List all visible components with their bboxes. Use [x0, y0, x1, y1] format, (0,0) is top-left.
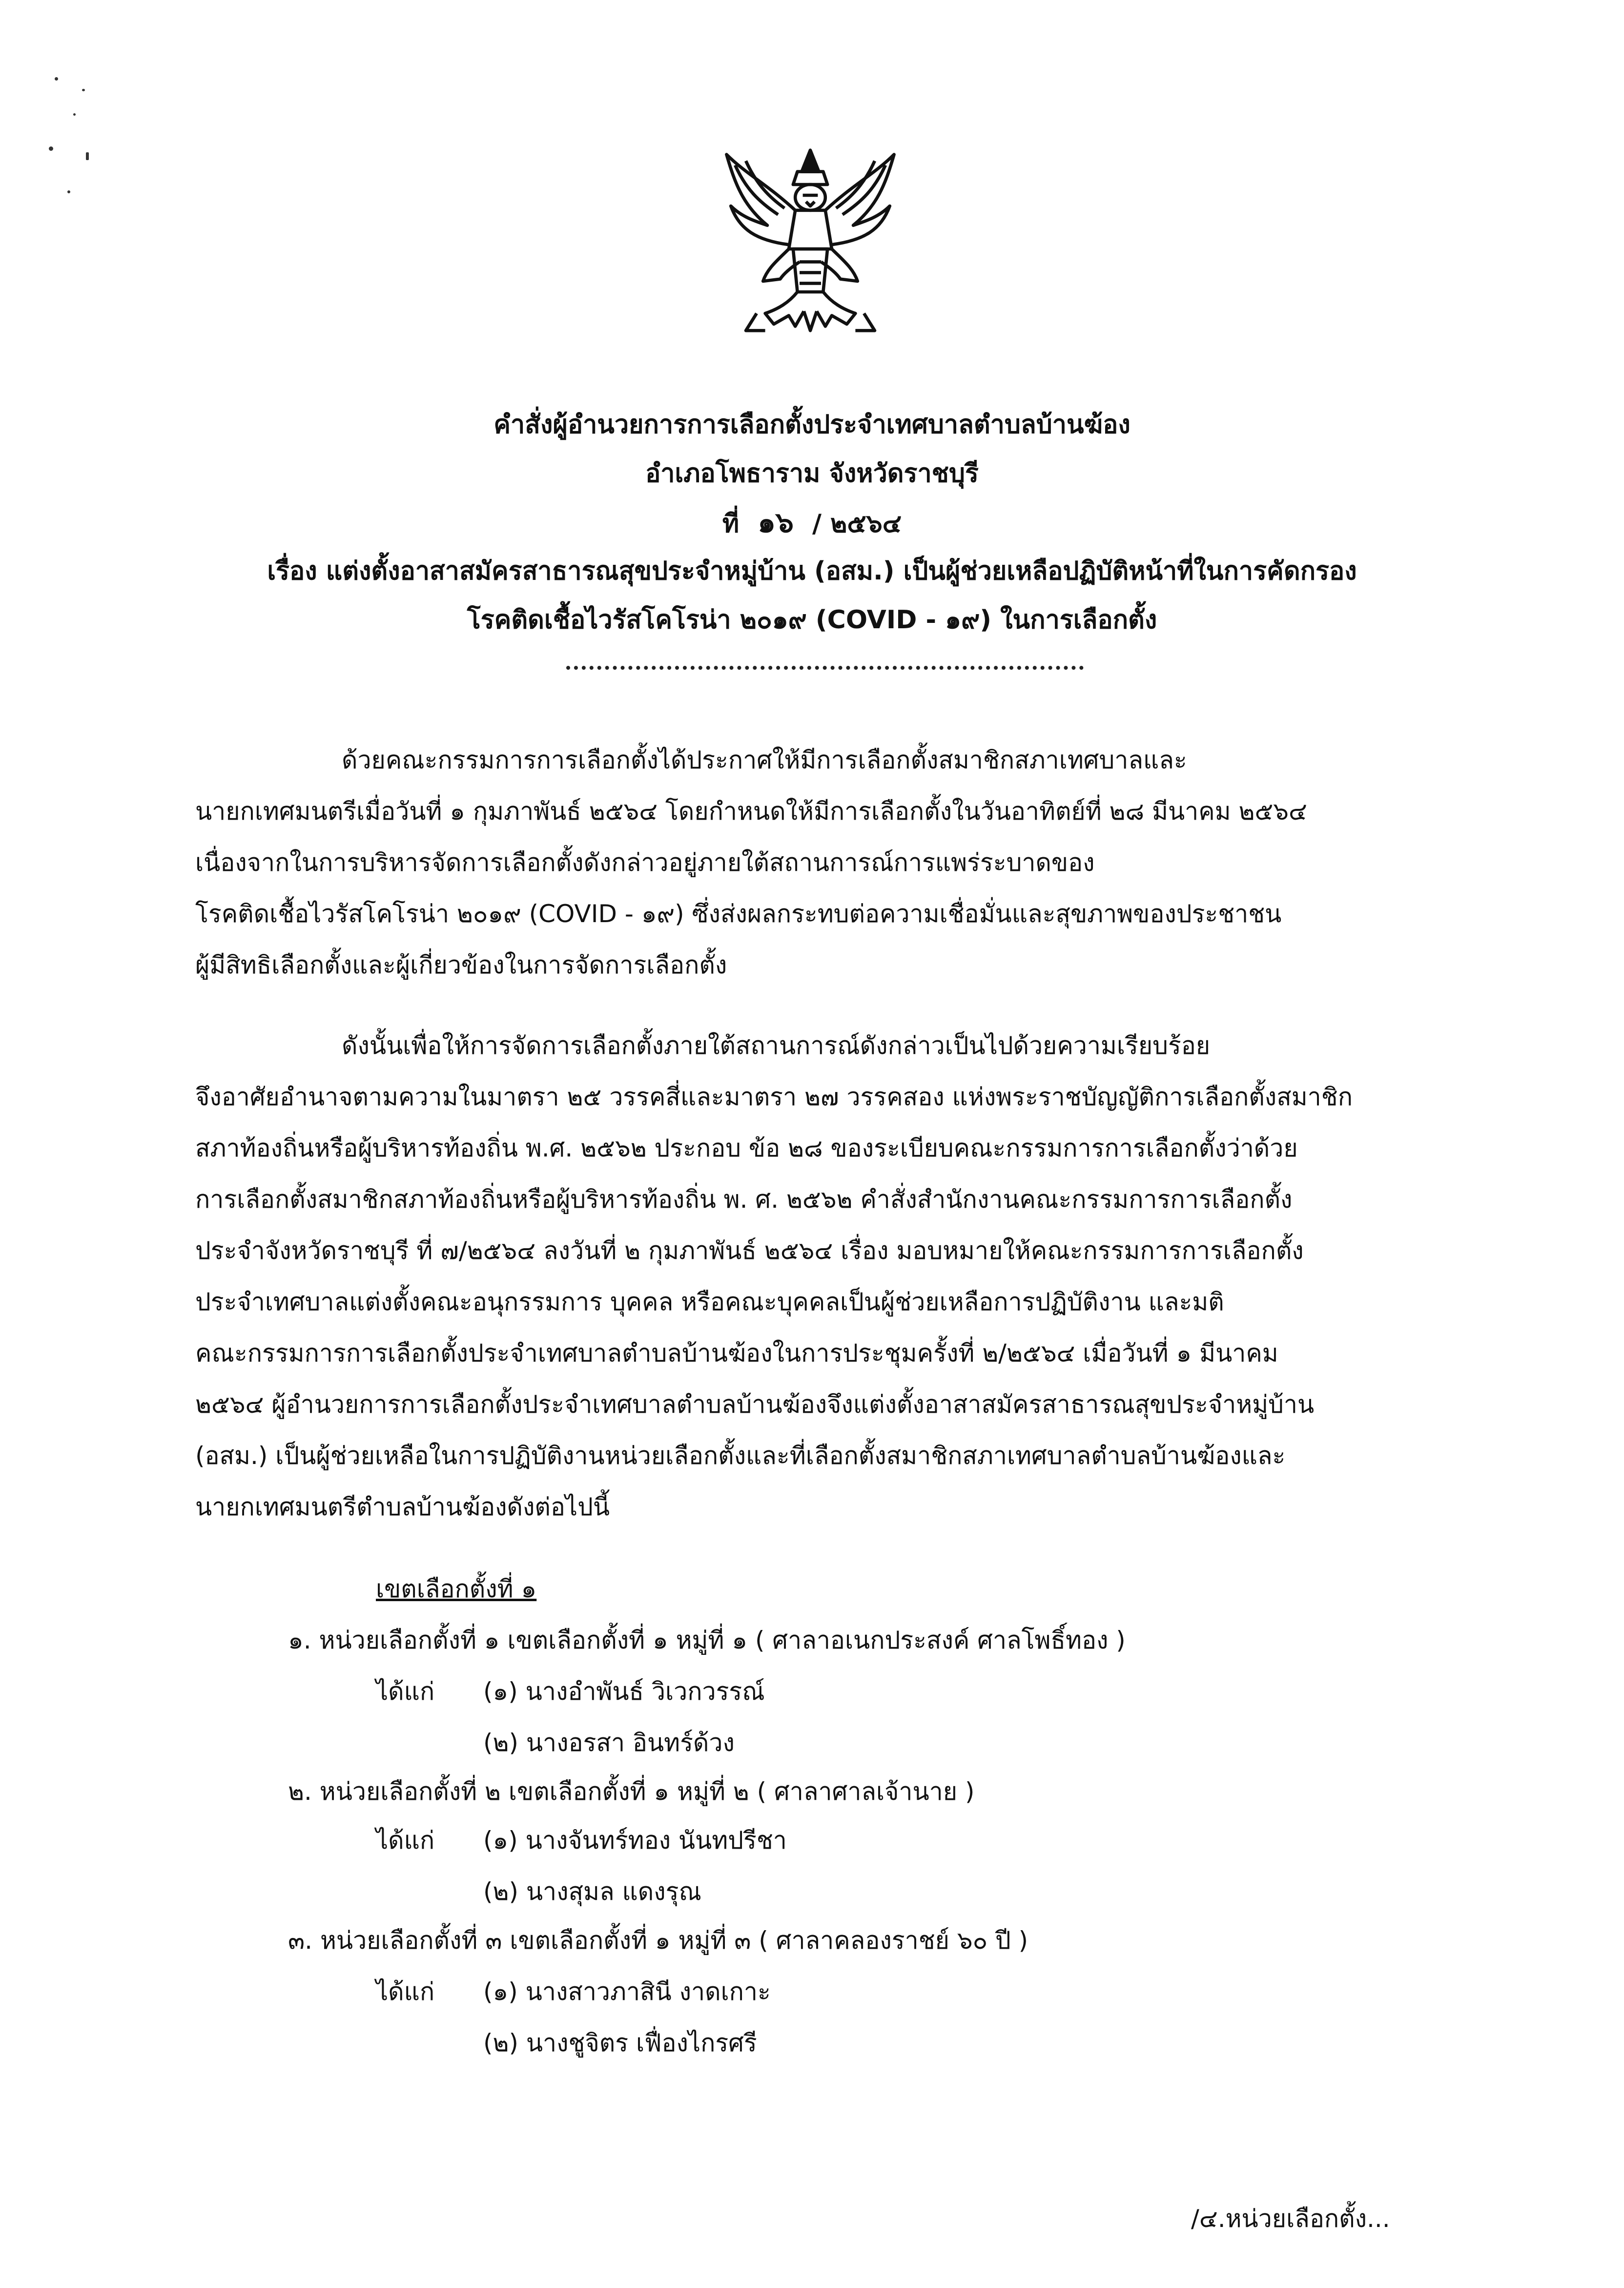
paragraph-1-line: นายกเทศมนตรีเมื่อวันที่ ๑ กุมภาพันธ์ ๒๕๖๔ โดยกำหนดให้มีการเลือกตั้งในวันอาทิตย์ที่ ๒๘ มีนาคม ๒๕๖๔	[195, 797, 1307, 825]
paragraph-2-line: ดังนั้นเพื่อให้การจัดการเลือกตั้งภายใต้สถานการณ์ดังกล่าวเป็นไปด้วยความเรียบร้อย	[342, 1031, 1211, 1060]
order-title-line1: คำสั่งผู้อำนวยการการเลือกตั้งประจำเทศบาลตำบลบ้านฆ้อง	[493, 410, 1131, 439]
unit-3-member-1: (๑) นางสาวภาสินี งาดเกาะ	[483, 1978, 771, 2006]
unit-2-appointed-label: ได้แก่	[376, 1826, 435, 1855]
unit-1-member-2: (๒) นางอรสา อินทร์ด้วง	[483, 1729, 735, 1757]
garuda-emblem-icon	[703, 142, 918, 356]
paragraph-2-line: ๒๕๖๔ ผู้อำนวยการการเลือกตั้งประจำเทศบาลตำบลบ้านฆ้องจึงแต่งตั้งอาสาสมัครสาธารณสุขประจำหมู่บ้าน	[195, 1390, 1315, 1419]
footer-continuation: /๔.หน่วยเลือกตั้ง...	[1191, 2205, 1390, 2233]
paragraph-1-line: ผู้มีสิทธิเลือกตั้งและผู้เกี่ยวข้องในการจัดการเลือกตั้ง	[195, 951, 727, 979]
unit-1-title: ๑. หน่วยเลือกตั้งที่ ๑ เขตเลือกตั้งที่ ๑ หมู่ที่ ๑ ( ศาลาอเนกประสงค์ ศาลโพธิ์ทอง )	[288, 1626, 1126, 1654]
dotted-divider	[566, 660, 1084, 670]
unit-3-appointed-label: ได้แก่	[376, 1978, 435, 2006]
unit-1-appointed-label: ได้แก่	[376, 1677, 435, 1706]
order-number-value: ๑๖	[758, 506, 794, 539]
paragraph-2-line: การเลือกตั้งสมาชิกสภาท้องถิ่นหรือผู้บริหารท้องถิ่น พ. ศ. ๒๕๖๒ คำสั่งสำนักงานคณะกรรมการการเลือกตั้ง	[195, 1185, 1293, 1214]
order-number-prefix: ที่	[722, 509, 740, 538]
unit-1-member-1: (๑) นางอำพันธ์ วิเวกวรรณ์	[483, 1677, 765, 1706]
paragraph-2-line: นายกเทศมนตรีตำบลบ้านฆ้องดังต่อไปนี้	[195, 1493, 610, 1521]
order-title-line2: อำเภอโพธาราม จังหวัดราชบุรี	[645, 459, 979, 488]
paragraph-2-line: สภาท้องถิ่นหรือผู้บริหารท้องถิ่น พ.ศ. ๒๕๖๒ ประกอบ ข้อ ๒๘ ของระเบียบคณะกรรมการการเลือกตั้งว่าด้วย	[195, 1134, 1298, 1162]
unit-2-member-1: (๑) นางจันทร์ทอง นันทปรีชา	[483, 1826, 787, 1855]
subject-line1: เรื่อง แต่งตั้งอาสาสมัครสาธารณสุขประจำหมู่บ้าน (อสม.) เป็นผู้ช่วยเหลือปฏิบัติหน้าที่ในการคัดกรอง	[267, 557, 1357, 586]
paragraph-2-line: (อสม.) เป็นผู้ช่วยเหลือในการปฏิบัติงานหน่วยเลือกตั้งและที่เลือกตั้งสมาชิกสภาเทศบาลตำบลบ้านฆ้องและ	[195, 1442, 1286, 1470]
unit-3-title: ๓. หน่วยเลือกตั้งที่ ๓ เขตเลือกตั้งที่ ๑ หมู่ที่ ๓ ( ศาลาคลองราชย์ ๖๐ ปี )	[288, 1926, 1028, 1955]
unit-3-member-2: (๒) นางชูจิตร เฟื่องไกรศรี	[483, 2029, 757, 2057]
paragraph-1	[195, 735, 1455, 991]
subject-line2: โรคติดเชื้อไวรัสโคโรน่า ๒๐๑๙ (COVID - ๑๙) ในการเลือกตั้ง	[467, 605, 1157, 635]
zone-title: เขตเลือกตั้งที่ ๑	[376, 1575, 537, 1603]
paragraph-2-line: ประจำเทศบาลแต่งตั้งคณะอนุกรรมการ บุคคล หรือคณะบุคคลเป็นผู้ช่วยเหลือการปฏิบัติงาน และมติ	[195, 1288, 1224, 1316]
order-number	[146, 498, 1478, 548]
paragraph-2	[195, 1020, 1455, 1533]
paragraph-2-line: จึงอาศัยอำนาจตามความในมาตรา ๒๕ วรรคสี่และมาตรา ๒๗ วรรคสอง แห่งพระราชบัญญัติการเลือกตั้งสมาชิก	[195, 1083, 1353, 1111]
paragraph-2-line: ประจำจังหวัดราชบุรี ที่ ๗/๒๕๖๔ ลงวันที่ ๒ กุมภาพันธ์ ๒๕๖๔ เรื่อง มอบหมายให้คณะกรรมการการเลือกตั้ง	[195, 1237, 1304, 1265]
paragraph-1-line: เนื่องจากในการบริหารจัดการเลือกตั้งดังกล่าวอยู่ภายใต้สถานการณ์การแพร่ระบาดของ	[195, 848, 1095, 877]
unit-2-member-2: (๒) นางสุมล แดงรุณ	[483, 1877, 701, 1906]
unit-2-title: ๒. หน่วยเลือกตั้งที่ ๒ เขตเลือกตั้งที่ ๑ หมู่ที่ ๒ ( ศาลาศาลเจ้านาย )	[288, 1777, 975, 1806]
paragraph-1-line: ด้วยคณะกรรมการการเลือกตั้งได้ประกาศให้มีการเลือกตั้งสมาชิกสภาเทศบาลและ	[342, 746, 1187, 774]
paragraph-2-line: คณะกรรมการการเลือกตั้งประจำเทศบาลตำบลบ้านฆ้องในการประชุมครั้งที่ ๒/๒๕๖๔ เมื่อวันที่ ๑ มีนาคม	[195, 1339, 1278, 1367]
paragraph-1-line: โรคติดเชื้อไวรัสโคโรน่า ๒๐๑๙ (COVID - ๑๙) ซึ่งส่งผลกระทบต่อความเชื่อมั่นและสุขภาพของประชาชน	[195, 900, 1282, 928]
order-number-year: / ๒๕๖๔	[812, 509, 902, 538]
